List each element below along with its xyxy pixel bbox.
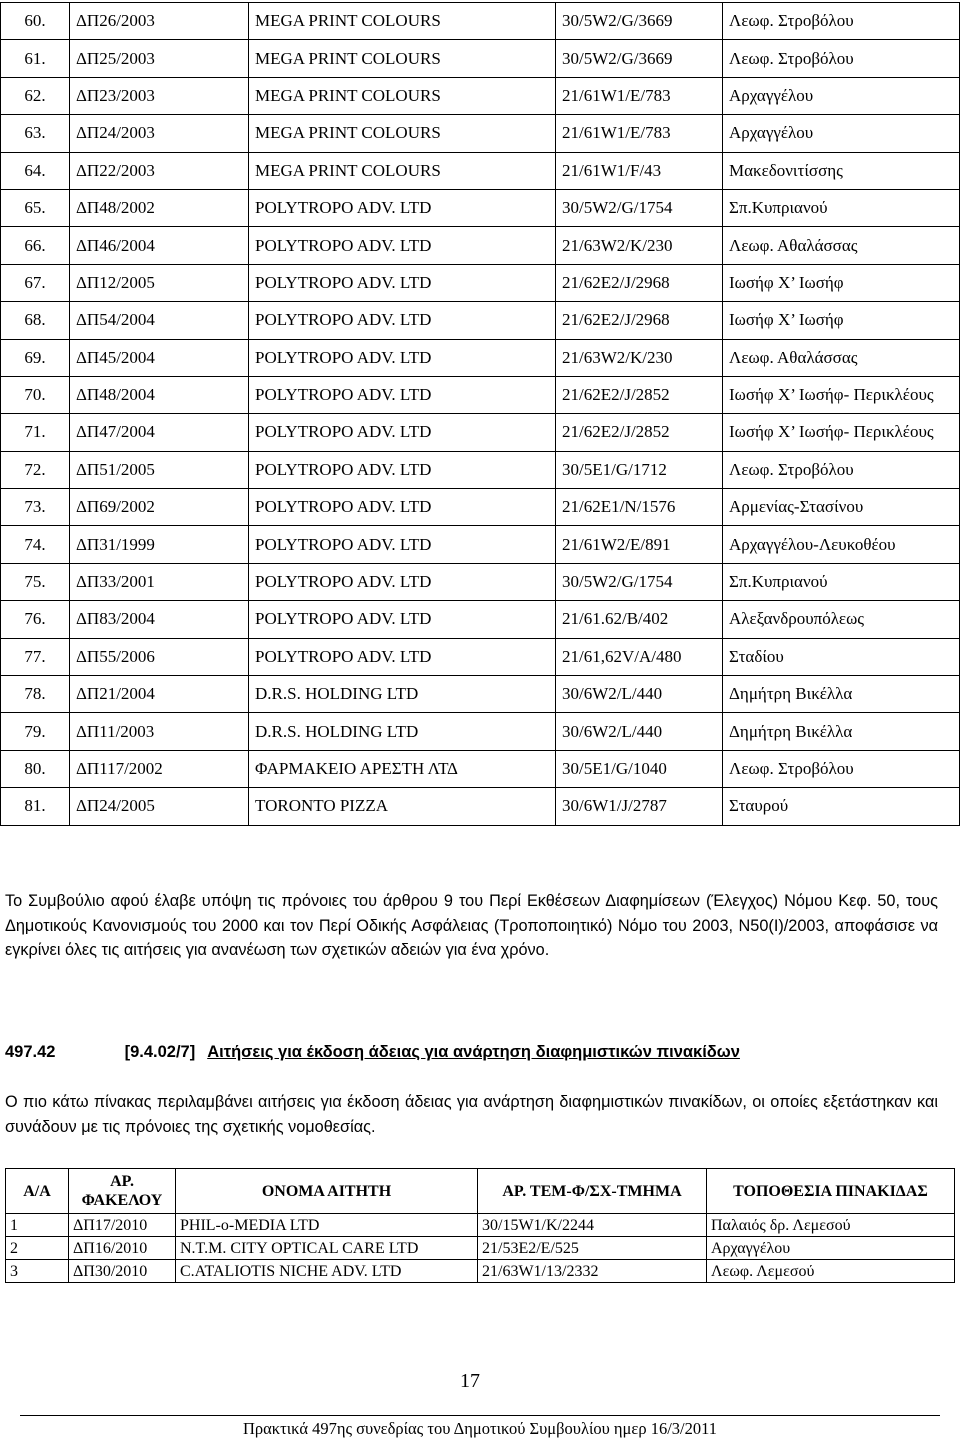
location: Αλεξανδρουπόλεως <box>723 601 960 638</box>
row-index: 67. <box>1 264 70 301</box>
location: Λεωφ. Αθαλάσσας <box>723 339 960 376</box>
row-index: 75. <box>1 563 70 600</box>
location: Αρχαγγέλου <box>723 115 960 152</box>
row-index: 61. <box>1 40 70 77</box>
plot-reference: 21/62E2/J/2852 <box>556 414 723 451</box>
location: Δημήτρη Βικέλλα <box>723 676 960 713</box>
table-cell: 21/53E2/E/525 <box>478 1237 707 1260</box>
page-footer: Πρακτικά 497ης συνεδρίας του Δημοτικού Συμβουλίου ημερ 16/3/2011 <box>242 1419 717 1438</box>
table-cell: 1 <box>6 1214 69 1237</box>
file-number: ΔΠ55/2006 <box>70 638 249 675</box>
table-cell: C.ATALIOTIS NICHE ADV. LTD <box>176 1260 478 1283</box>
applicant-name: MEGA PRINT COLOURS <box>249 3 556 40</box>
file-number: ΔΠ22/2003 <box>70 152 249 189</box>
table-row <box>1 3 960 40</box>
location: Αρχαγγέλου <box>723 77 960 114</box>
table-row <box>1 414 960 451</box>
row-index: 81. <box>1 788 70 825</box>
plot-reference: 30/6W1/J/2787 <box>556 788 723 825</box>
plot-reference: 30/5W2/G/1754 <box>556 189 723 226</box>
table-row <box>1 676 960 713</box>
file-number: ΔΠ83/2004 <box>70 601 249 638</box>
row-index: 60. <box>1 3 70 40</box>
plot-reference: 21/62E2/J/2968 <box>556 264 723 301</box>
applicant-name: POLYTROPO ADV. LTD <box>249 264 556 301</box>
plot-reference: 21/61W1/E/783 <box>556 77 723 114</box>
new-applications-table <box>5 1168 955 1283</box>
table-cell: 3 <box>6 1260 69 1283</box>
file-number: ΔΠ46/2004 <box>70 227 249 264</box>
applicant-name: POLYTROPO ADV. LTD <box>249 451 556 488</box>
table-cell: 30/15W1/K/2244 <box>478 1214 707 1237</box>
page-number: 17 <box>460 1370 480 1392</box>
location: Λεωφ. Στροβόλου <box>723 40 960 77</box>
table-row <box>1 713 960 750</box>
file-number: ΔΠ47/2004 <box>70 414 249 451</box>
plot-reference: 30/5W2/G/3669 <box>556 3 723 40</box>
table-cell: ΔΠ16/2010 <box>69 1237 176 1260</box>
row-index: 76. <box>1 601 70 638</box>
row-index: 65. <box>1 189 70 226</box>
location: Αρχαγγέλου-Λευκοθέου <box>723 526 960 563</box>
applicant-name: POLYTROPO ADV. LTD <box>249 601 556 638</box>
table-row <box>1 264 960 301</box>
column-header: ΑΡ. ΦΑΚΕΛΟΥ <box>69 1169 176 1214</box>
column-header: ΑΡ. ΤΕΜ-Φ/ΣΧ-ΤΜΗΜΑ <box>478 1169 707 1214</box>
applicant-name: MEGA PRINT COLOURS <box>249 40 556 77</box>
location: Μακεδονιτίσσης <box>723 152 960 189</box>
applicant-name: POLYTROPO ADV. LTD <box>249 189 556 226</box>
file-number: ΔΠ51/2005 <box>70 451 249 488</box>
applicant-name: POLYTROPO ADV. LTD <box>249 227 556 264</box>
table-row <box>1 451 960 488</box>
location: Αρμενίας-Στασίνου <box>723 489 960 526</box>
location: Δημήτρη Βικέλλα <box>723 713 960 750</box>
file-number: ΔΠ45/2004 <box>70 339 249 376</box>
table-row <box>1 302 960 339</box>
intro-paragraph: Ο πιο κάτω πίνακας περιλαμβάνει αιτήσεις για έκδοση άδειας για ανάρτηση διαφημιστικών πινακίδων, οι οποίες εξετάστηκαν και συνάδουν με τις πρόνοιες της σχετικής νομοθεσίας. <box>5 1093 938 1136</box>
file-number: ΔΠ11/2003 <box>70 713 249 750</box>
table-row <box>1 526 960 563</box>
row-index: 68. <box>1 302 70 339</box>
table-cell: N.T.M. CITY OPTICAL CARE LTD <box>176 1237 478 1260</box>
column-header: ΟΝΟΜΑ ΑΙΤΗΤΗ <box>176 1169 478 1214</box>
plot-reference: 21/62E2/J/2968 <box>556 302 723 339</box>
plot-reference: 21/61W1/F/43 <box>556 152 723 189</box>
location: Ιωσήφ Χ’ Ιωσήφ <box>723 302 960 339</box>
row-index: 62. <box>1 77 70 114</box>
row-index: 80. <box>1 750 70 787</box>
applicant-name: MEGA PRINT COLOURS <box>249 115 556 152</box>
applicant-name: POLYTROPO ADV. LTD <box>249 489 556 526</box>
row-index: 78. <box>1 676 70 713</box>
plot-reference: 30/5E1/G/1040 <box>556 750 723 787</box>
file-number: ΔΠ48/2002 <box>70 189 249 226</box>
footer-rule <box>20 1415 940 1416</box>
applicant-name: TORONTO PIZZA <box>249 788 556 825</box>
table-cell: 2 <box>6 1237 69 1260</box>
table-row <box>1 489 960 526</box>
column-header: Α/Α <box>6 1169 69 1214</box>
table-cell: 21/63W1/13/2332 <box>478 1260 707 1283</box>
table-row <box>6 1237 955 1260</box>
location: Σπ.Κυπριανού <box>723 189 960 226</box>
location: Λεωφ. Στροβόλου <box>723 750 960 787</box>
applicant-name: POLYTROPO ADV. LTD <box>249 414 556 451</box>
table-row <box>1 77 960 114</box>
table-row <box>6 1214 955 1237</box>
table-row <box>1 227 960 264</box>
table-row <box>1 40 960 77</box>
applicant-name: MEGA PRINT COLOURS <box>249 77 556 114</box>
table-row <box>1 563 960 600</box>
row-index: 70. <box>1 376 70 413</box>
applicant-name: MEGA PRINT COLOURS <box>249 152 556 189</box>
applicant-name: POLYTROPO ADV. LTD <box>249 526 556 563</box>
location: Λεωφ. Αθαλάσσας <box>723 227 960 264</box>
table-row <box>1 601 960 638</box>
table-row <box>6 1260 955 1283</box>
location: Σταυρού <box>723 788 960 825</box>
applicant-name: POLYTROPO ADV. LTD <box>249 302 556 339</box>
plot-reference: 21/62E1/N/1576 <box>556 489 723 526</box>
plot-reference: 21/61W1/E/783 <box>556 115 723 152</box>
row-index: 74. <box>1 526 70 563</box>
file-number: ΔΠ25/2003 <box>70 40 249 77</box>
file-number: ΔΠ69/2002 <box>70 489 249 526</box>
plot-reference: 21/61.62/B/402 <box>556 601 723 638</box>
plot-reference: 21/63W2/K/230 <box>556 339 723 376</box>
plot-reference: 21/61W2/E/891 <box>556 526 723 563</box>
plot-reference: 30/5W2/G/1754 <box>556 563 723 600</box>
table-row <box>1 376 960 413</box>
location: Ιωσήφ Χ’ Ιωσήφ- Περικλέους <box>723 414 960 451</box>
applicant-name: ΦΑΡΜΑΚΕΙΟ ΑΡΕΣΤΗ ΛΤΔ <box>249 750 556 787</box>
row-index: 64. <box>1 152 70 189</box>
section-number: 497.42 <box>5 1043 56 1061</box>
location: Λεωφ. Στροβόλου <box>723 3 960 40</box>
location: Σταδίου <box>723 638 960 675</box>
table-row <box>1 189 960 226</box>
table-row <box>1 115 960 152</box>
row-index: 71. <box>1 414 70 451</box>
table-cell: Παλαιός δρ. Λεμεσού <box>707 1214 955 1237</box>
table-cell: ΔΠ17/2010 <box>69 1214 176 1237</box>
table-row <box>1 339 960 376</box>
applicant-name: POLYTROPO ADV. LTD <box>249 563 556 600</box>
applicant-name: POLYTROPO ADV. LTD <box>249 638 556 675</box>
table-row <box>1 788 960 825</box>
file-number: ΔΠ31/1999 <box>70 526 249 563</box>
file-number: ΔΠ54/2004 <box>70 302 249 339</box>
location: Λεωφ. Στροβόλου <box>723 451 960 488</box>
row-index: 66. <box>1 227 70 264</box>
file-number: ΔΠ24/2003 <box>70 115 249 152</box>
file-number: ΔΠ26/2003 <box>70 3 249 40</box>
table-cell: ΔΠ30/2010 <box>69 1260 176 1283</box>
file-number: ΔΠ117/2002 <box>70 750 249 787</box>
section-reference: [9.4.02/7] <box>124 1043 196 1061</box>
table-cell: PHIL-o-MEDIA LTD <box>176 1214 478 1237</box>
row-index: 63. <box>1 115 70 152</box>
file-number: ΔΠ33/2001 <box>70 563 249 600</box>
file-number: ΔΠ23/2003 <box>70 77 249 114</box>
plot-reference: 30/5E1/G/1712 <box>556 451 723 488</box>
decision-paragraph: Το Συμβούλιο αφού έλαβε υπόψη τις πρόνοιες του άρθρου 9 του Περί Εκθέσεων Διαφημίσεων (Έλεγχος) Νόμου Κεφ. 50, τους Δημοτικούς Κανονισμούς του 2000 και τον Περί Οδικής Ασφάλειας (Τροποποιητικό) Νόμο του 2003, Ν50(Ι)/2003, αποφάσισε να εγκρίνει όλες τις αιτήσεις για ανανέωση των σχετικών αδειών για ένα χρόνο. <box>5 892 938 959</box>
file-number: ΔΠ12/2005 <box>70 264 249 301</box>
plot-reference: 21/63W2/K/230 <box>556 227 723 264</box>
location: Σπ.Κυπριανού <box>723 563 960 600</box>
row-index: 73. <box>1 489 70 526</box>
table-row <box>1 750 960 787</box>
column-header: ΤΟΠΟΘΕΣΙΑ ΠΙΝΑΚΙΔΑΣ <box>707 1169 955 1214</box>
table-cell: Λεωφ. Λεμεσού <box>707 1260 955 1283</box>
row-index: 69. <box>1 339 70 376</box>
applicant-name: D.R.S. HOLDING LTD <box>249 713 556 750</box>
file-number: ΔΠ48/2004 <box>70 376 249 413</box>
applicant-name: D.R.S. HOLDING LTD <box>249 676 556 713</box>
plot-reference: 30/6W2/L/440 <box>556 676 723 713</box>
row-index: 77. <box>1 638 70 675</box>
section-heading <box>5 1043 740 1062</box>
file-number: ΔΠ21/2004 <box>70 676 249 713</box>
section-title: Αιτήσεις για έκδοση άδειας για ανάρτηση διαφημιστικών πινακίδων <box>207 1043 740 1061</box>
plot-reference: 21/62E2/J/2852 <box>556 376 723 413</box>
applicant-name: POLYTROPO ADV. LTD <box>249 376 556 413</box>
row-index: 79. <box>1 713 70 750</box>
plot-reference: 30/6W2/L/440 <box>556 713 723 750</box>
row-index: 72. <box>1 451 70 488</box>
plot-reference: 30/5W2/G/3669 <box>556 40 723 77</box>
applications-renewal-table <box>0 2 960 826</box>
location: Ιωσήφ Χ’ Ιωσήφ- Περικλέους <box>723 376 960 413</box>
table-row <box>1 152 960 189</box>
table-row <box>1 638 960 675</box>
table-cell: Αρχαγγέλου <box>707 1237 955 1260</box>
location: Ιωσήφ Χ’ Ιωσήφ <box>723 264 960 301</box>
applicant-name: POLYTROPO ADV. LTD <box>249 339 556 376</box>
file-number: ΔΠ24/2005 <box>70 788 249 825</box>
plot-reference: 21/61,62V/A/480 <box>556 638 723 675</box>
